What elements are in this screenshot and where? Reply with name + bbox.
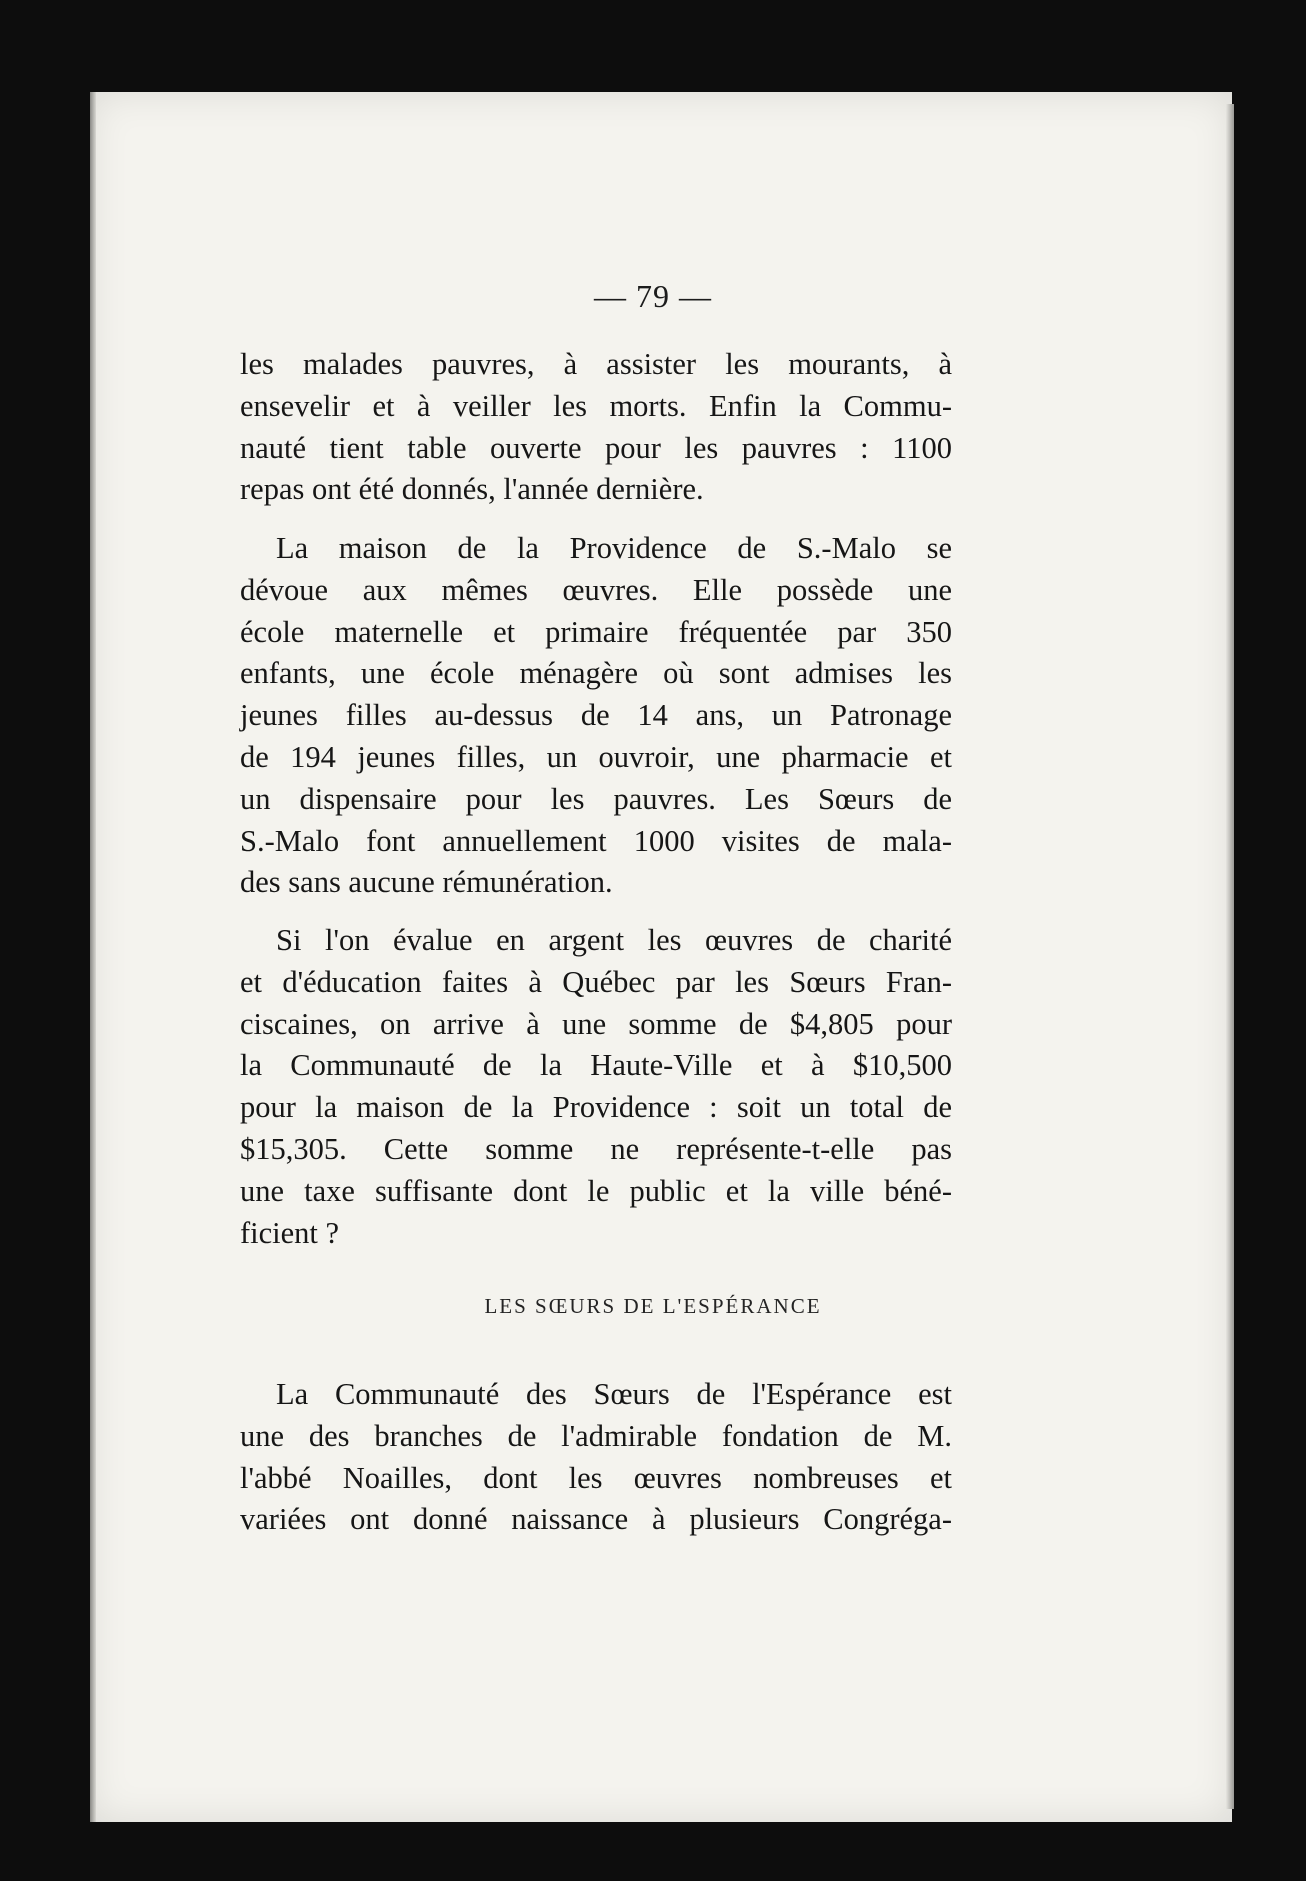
text-line: variées ont donné naissance à plusieurs Congréga- bbox=[240, 1502, 952, 1537]
text-line: une des branches de l'admirable fondation de M. bbox=[240, 1418, 952, 1453]
page-number: — 79 — bbox=[594, 278, 712, 314]
page-gutter bbox=[90, 92, 96, 1822]
text-line: dévoue aux mêmes œuvres. Elle possède une bbox=[240, 572, 952, 607]
text-line: repas ont été donnés, l'année dernière. bbox=[240, 472, 704, 507]
text-line: la Communauté de la Haute-Ville et à $10,500 bbox=[240, 1048, 952, 1083]
text-line: des sans aucune rémunération. bbox=[240, 865, 613, 900]
text-line: ficient ? bbox=[240, 1215, 340, 1250]
text-line: ensevelir et à veiller les morts. Enfin la Commu- bbox=[240, 388, 952, 423]
text-line: $15,305. Cette somme ne représente-t-elle pas bbox=[240, 1131, 952, 1166]
paragraph-continuation bbox=[240, 344, 952, 511]
page-edge bbox=[1226, 104, 1234, 1809]
text-line: école maternelle et primaire fréquentée par 350 bbox=[240, 614, 952, 649]
text-line: et d'éducation faites à Québec par les Sœurs Fran- bbox=[240, 964, 952, 999]
text-line: enfants, une école ménagère où sont admises les bbox=[240, 656, 952, 691]
text-line: S.-Malo font annuellement 1000 visites de mala- bbox=[240, 823, 952, 858]
text-line: un dispensaire pour les pauvres. Les Sœurs de bbox=[240, 781, 952, 816]
paragraph-esperance bbox=[240, 1374, 952, 1541]
section-heading: LES SŒURS DE L'ESPÉRANCE bbox=[484, 1294, 822, 1318]
text-line: ciscaines, on arrive à une somme de $4,805 pour bbox=[240, 1006, 952, 1041]
text-line: l'abbé Noailles, dont les œuvres nombreuses et bbox=[240, 1460, 952, 1495]
text-line: pour la maison de la Providence : soit un total de bbox=[240, 1090, 952, 1125]
text-line: les malades pauvres, à assister les mourants, à bbox=[240, 347, 952, 381]
text-line: La maison de la Providence de S.-Malo se bbox=[276, 531, 952, 565]
text-line: La Communauté des Sœurs de l'Espérance est bbox=[276, 1377, 952, 1411]
text-line: nauté tient table ouverte pour les pauvres : 1100 bbox=[240, 430, 952, 465]
text-line: jeunes filles au-dessus de 14 ans, un Patronage bbox=[240, 698, 952, 733]
text-line: une taxe suffisante dont le public et la ville béné- bbox=[240, 1173, 952, 1208]
text-line: Si l'on évalue en argent les œuvres de charité bbox=[276, 923, 952, 957]
text-line: de 194 jeunes filles, un ouvroir, une pharmacie et bbox=[240, 739, 952, 774]
paragraph-providence bbox=[240, 528, 952, 904]
paragraph-valuation bbox=[240, 920, 952, 1254]
